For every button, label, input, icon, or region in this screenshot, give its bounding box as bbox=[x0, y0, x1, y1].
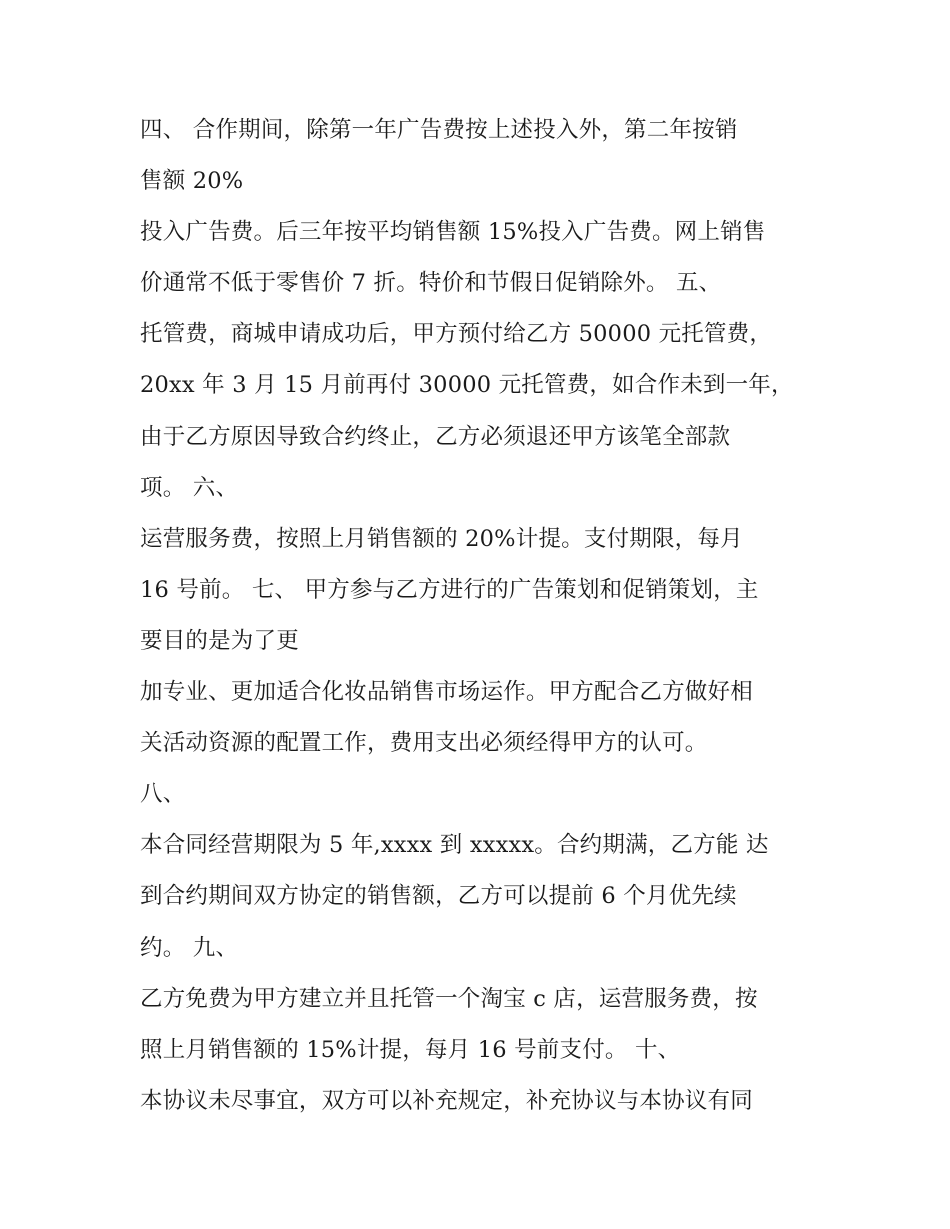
text-line: 照上月销售额的 15%计提，每月 16 号前支付。 十、 bbox=[140, 1036, 681, 1063]
text-line: 本合同经营期限为 5 年,xxxx 到 xxxxx。合约期满，乙方能 达 bbox=[140, 832, 769, 859]
text-line: 价通常不低于零售价 7 折。特价和节假日促销除外。 五、 bbox=[140, 270, 722, 297]
text-line: 四、 合作期间，除第一年广告费按上述投入外，第二年按销 bbox=[140, 117, 738, 143]
text-line: 投入广告费。后三年按平均销售额 15%投入广告费。网上销售 bbox=[140, 219, 766, 246]
text-line: 本协议未尽事宜，双方可以补充规定，补充协议与本协议有同 bbox=[140, 1087, 753, 1114]
text-line: 要目的是为了更 bbox=[140, 627, 299, 654]
text-line: 约。 九、 bbox=[140, 934, 239, 961]
text-line: 加专业、更加适合化妆品销售市场运作。甲方配合乙方做好相 bbox=[140, 679, 753, 706]
text-line: 运营服务费，按照上月销售额的 20%计提。支付期限，每月 bbox=[140, 525, 743, 552]
contract-text bbox=[140, 108, 820, 1130]
text-line: 20xx 年 3 月 15 月前再付 30000 元托管费，如合作未到一年， bbox=[140, 372, 794, 399]
text-line: 16 号前。 七、 甲方参与乙方进行的广告策划和促销策划，主 bbox=[140, 576, 759, 603]
text-line: 乙方免费为甲方建立并且托管一个淘宝 c 店，运营服务费，按 bbox=[140, 985, 758, 1012]
text-line: 托管费，商城申请成功后，甲方预付给乙方 50000 元托管费， bbox=[140, 321, 773, 348]
text-line: 由于乙方原因导致合约终止，乙方必须退还甲方该笔全部款 bbox=[140, 423, 731, 450]
text-line: 八、 bbox=[140, 781, 186, 808]
text-line: 售额 20% bbox=[140, 168, 244, 195]
text-line: 项。 六、 bbox=[140, 474, 239, 501]
text-line: 关活动资源的配置工作，费用支出必须经得甲方的认可。 bbox=[140, 730, 708, 757]
text-line: 到合约期间双方协定的销售额，乙方可以提前 6 个月优先续 bbox=[140, 883, 737, 910]
